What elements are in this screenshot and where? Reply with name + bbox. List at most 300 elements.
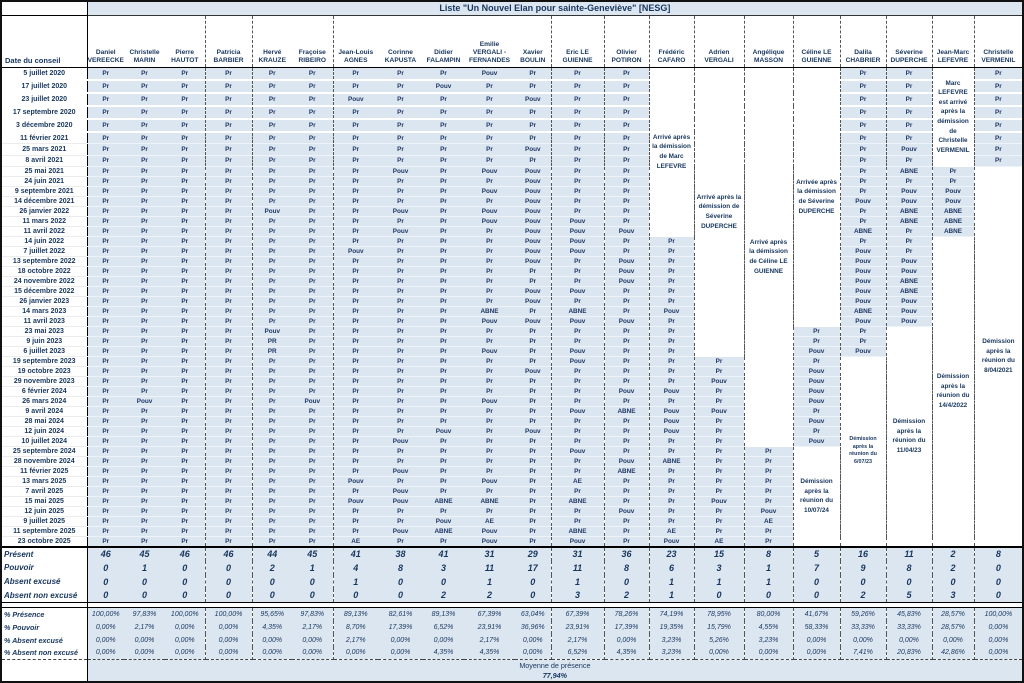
attendance-cell[interactable]: Pr	[205, 447, 252, 457]
summary-count-cell[interactable]: 3	[694, 561, 744, 575]
attendance-cell[interactable]: Pouv	[515, 93, 551, 106]
summary-percent-cell[interactable]: 82,61%	[378, 608, 423, 621]
attendance-cell[interactable]: Pr	[974, 155, 1022, 167]
attendance-cell[interactable]: Pr	[165, 167, 205, 177]
summary-count-cell[interactable]: 45	[124, 547, 165, 561]
attendance-cell[interactable]: Pouv	[378, 467, 423, 477]
date-cell[interactable]: 23 mai 2023	[2, 327, 87, 337]
attendance-cell[interactable]: Pr	[423, 347, 464, 357]
attendance-cell[interactable]: Pr	[292, 467, 333, 477]
attendance-cell[interactable]: Pr	[333, 367, 378, 377]
attendance-cell[interactable]: Pr	[515, 397, 551, 407]
date-column-header[interactable]: Date du conseil	[2, 15, 87, 67]
attendance-cell[interactable]: ABNE	[464, 307, 515, 317]
attendance-cell[interactable]: Pr	[87, 287, 124, 297]
summary-count-cell[interactable]: 7	[793, 561, 840, 575]
attendance-cell[interactable]: Pr	[464, 387, 515, 397]
attendance-cell[interactable]: Pouv	[694, 497, 744, 507]
attendance-cell[interactable]: Pr	[205, 477, 252, 487]
attendance-cell[interactable]: Pouv	[793, 347, 840, 357]
attendance-cell[interactable]: Pouv	[292, 397, 333, 407]
attendance-cell[interactable]: Pr	[793, 427, 840, 437]
attendance-cell[interactable]: Pr	[423, 307, 464, 317]
attendance-cell[interactable]: Pr	[604, 247, 649, 257]
attendance-cell[interactable]: Pr	[974, 80, 1022, 93]
summary-percent-cell[interactable]: 2,17%	[124, 621, 165, 634]
attendance-cell[interactable]: Pouv	[464, 67, 515, 80]
attendance-cell[interactable]: Pr	[649, 437, 694, 447]
attendance-cell[interactable]: Pr	[252, 357, 292, 367]
attendance-cell[interactable]: Pr	[378, 297, 423, 307]
attendance-cell[interactable]: Pr	[333, 407, 378, 417]
attendance-cell[interactable]: Pr	[515, 67, 551, 80]
date-cell[interactable]: 12 juin 2024	[2, 427, 87, 437]
attendance-cell[interactable]: Pr	[464, 507, 515, 517]
attendance-cell[interactable]: Pr	[87, 277, 124, 287]
attendance-cell[interactable]: Pr	[165, 417, 205, 427]
attendance-cell[interactable]: Pr	[840, 67, 886, 80]
attendance-cell[interactable]: Pr	[124, 377, 165, 387]
summary-percent-cell[interactable]: 2,17%	[551, 634, 604, 647]
attendance-cell[interactable]: Pr	[886, 93, 932, 106]
attendance-cell[interactable]: Pr	[205, 487, 252, 497]
attendance-cell[interactable]: Pr	[515, 277, 551, 287]
attendance-cell[interactable]: Pouv	[604, 387, 649, 397]
summary-count-cell[interactable]: 2	[840, 589, 886, 603]
attendance-cell[interactable]: Pr	[551, 187, 604, 197]
attendance-cell[interactable]: Pr	[205, 317, 252, 327]
attendance-cell[interactable]: Pr	[886, 177, 932, 187]
attendance-cell[interactable]: Pr	[649, 367, 694, 377]
attendance-cell[interactable]: Pr	[252, 297, 292, 307]
attendance-cell[interactable]: Pr	[551, 517, 604, 527]
attendance-cell[interactable]: Pr	[423, 257, 464, 267]
attendance-cell[interactable]: Pr	[252, 527, 292, 537]
attendance-cell[interactable]: Pouv	[604, 277, 649, 287]
summary-percent-cell[interactable]: 0,00%	[932, 634, 974, 647]
attendance-cell[interactable]: Pr	[604, 347, 649, 357]
attendance-cell[interactable]: Pr	[205, 207, 252, 217]
attendance-cell[interactable]: Pr	[252, 106, 292, 119]
summary-count-cell[interactable]: 0	[165, 589, 205, 603]
summary-percent-cell[interactable]: 89,13%	[333, 608, 378, 621]
attendance-cell[interactable]: AE	[464, 517, 515, 527]
attendance-cell[interactable]: Pr	[124, 177, 165, 187]
attendance-cell[interactable]: Pr	[165, 155, 205, 167]
date-cell[interactable]: 25 mars 2021	[2, 144, 87, 156]
attendance-cell[interactable]: Pr	[252, 119, 292, 132]
summary-label[interactable]: % Absent excusé	[2, 634, 87, 647]
attendance-cell[interactable]: Pr	[124, 447, 165, 457]
attendance-cell[interactable]: Pr	[124, 537, 165, 547]
attendance-cell[interactable]: Pr	[87, 144, 124, 156]
attendance-cell[interactable]: Pr	[694, 397, 744, 407]
attendance-cell[interactable]: Pr	[333, 337, 378, 347]
summary-percent-cell[interactable]: 0,00%	[252, 634, 292, 647]
attendance-cell[interactable]: Pr	[423, 367, 464, 377]
attendance-cell[interactable]: Pr	[292, 197, 333, 207]
attendance-cell[interactable]: Pr	[205, 397, 252, 407]
member-header-fr-d-ric-cafaro[interactable]	[649, 15, 694, 67]
attendance-cell[interactable]: Pr	[87, 267, 124, 277]
attendance-cell[interactable]: Pr	[423, 447, 464, 457]
attendance-cell[interactable]: Pr	[124, 417, 165, 427]
attendance-cell[interactable]: Pr	[551, 417, 604, 427]
attendance-cell[interactable]: Pr	[292, 487, 333, 497]
summary-percent-cell[interactable]: 89,13%	[423, 608, 464, 621]
attendance-cell[interactable]: Pr	[205, 106, 252, 119]
attendance-cell[interactable]: Pouv	[515, 257, 551, 267]
summary-percent-cell[interactable]: 6,52%	[423, 621, 464, 634]
attendance-cell[interactable]: Pr	[551, 467, 604, 477]
attendance-cell[interactable]: Pr	[840, 144, 886, 156]
attendance-cell[interactable]: Pr	[604, 187, 649, 197]
attendance-cell[interactable]: Pr	[165, 257, 205, 267]
attendance-cell[interactable]: Pr	[378, 177, 423, 187]
summary-label[interactable]: % Présence	[2, 608, 87, 621]
attendance-cell[interactable]: Pr	[515, 106, 551, 119]
summary-percent-cell[interactable]: 3,23%	[649, 647, 694, 660]
summary-percent-cell[interactable]: 17,39%	[604, 621, 649, 634]
attendance-cell[interactable]: Pouv	[464, 397, 515, 407]
summary-count-cell[interactable]: 23	[649, 547, 694, 561]
attendance-cell[interactable]: Pr	[252, 277, 292, 287]
date-cell[interactable]: 11 février 2025	[2, 467, 87, 477]
attendance-cell[interactable]: Pr	[464, 277, 515, 287]
attendance-cell[interactable]: Pr	[165, 397, 205, 407]
attendance-cell[interactable]: Pr	[464, 427, 515, 437]
attendance-cell[interactable]: Pouv	[793, 397, 840, 407]
attendance-cell[interactable]: Pr	[87, 327, 124, 337]
attendance-cell[interactable]: Pr	[124, 287, 165, 297]
attendance-cell[interactable]: Pr	[165, 497, 205, 507]
attendance-cell[interactable]: Pr	[423, 119, 464, 132]
attendance-cell[interactable]: Pr	[87, 247, 124, 257]
summary-count-cell[interactable]: 11	[886, 547, 932, 561]
summary-count-cell[interactable]: 46	[205, 547, 252, 561]
attendance-cell[interactable]: Pouv	[649, 427, 694, 437]
summary-percent-cell[interactable]: 100,00%	[205, 608, 252, 621]
attendance-cell[interactable]: Pr	[124, 327, 165, 337]
attendance-cell[interactable]: Pr	[551, 457, 604, 467]
attendance-cell[interactable]: Pr	[840, 187, 886, 197]
attendance-cell[interactable]: Pouv	[378, 227, 423, 237]
summary-count-cell[interactable]: 0	[333, 589, 378, 603]
summary-count-cell[interactable]: 4	[333, 561, 378, 575]
attendance-cell[interactable]: Pr	[378, 417, 423, 427]
attendance-cell[interactable]: Pr	[87, 297, 124, 307]
member-header-didier-falampin[interactable]	[423, 15, 464, 67]
attendance-cell[interactable]: Pr	[744, 487, 793, 497]
summary-percent-cell[interactable]: 80,00%	[744, 608, 793, 621]
attendance-cell[interactable]: Pr	[165, 287, 205, 297]
attendance-cell[interactable]: AE	[333, 537, 378, 547]
attendance-cell[interactable]: Pouv	[649, 407, 694, 417]
attendance-cell[interactable]: Pr	[840, 327, 886, 337]
attendance-cell[interactable]: Pr	[840, 167, 886, 177]
attendance-cell[interactable]: Pr	[205, 407, 252, 417]
attendance-cell[interactable]: Pr	[886, 237, 932, 247]
date-cell[interactable]: 11 février 2021	[2, 132, 87, 144]
attendance-cell[interactable]: Pr	[604, 307, 649, 317]
attendance-cell[interactable]: Pouv	[551, 227, 604, 237]
attendance-cell[interactable]: Pouv	[551, 357, 604, 367]
date-cell[interactable]: 3 décembre 2020	[2, 119, 87, 132]
attendance-cell[interactable]: Pr	[604, 287, 649, 297]
attendance-cell[interactable]: Pr	[205, 67, 252, 80]
date-cell[interactable]: 11 septembre 2025	[2, 527, 87, 537]
summary-count-cell[interactable]: 29	[515, 547, 551, 561]
attendance-cell[interactable]: Pr	[205, 307, 252, 317]
summary-count-cell[interactable]: 0	[205, 561, 252, 575]
attendance-cell[interactable]: Pr	[333, 132, 378, 144]
attendance-cell[interactable]: Pr	[515, 377, 551, 387]
attendance-cell[interactable]: Pr	[292, 144, 333, 156]
attendance-cell[interactable]: Pouv	[793, 417, 840, 427]
attendance-cell[interactable]: ABNE	[551, 527, 604, 537]
attendance-cell[interactable]: Pr	[378, 237, 423, 247]
attendance-cell[interactable]: Pr	[649, 487, 694, 497]
attendance-cell[interactable]: Pr	[840, 207, 886, 217]
attendance-cell[interactable]: Pr	[333, 155, 378, 167]
attendance-cell[interactable]: Pr	[87, 457, 124, 467]
attendance-cell[interactable]: Pr	[423, 357, 464, 367]
summary-count-cell[interactable]: 41	[423, 547, 464, 561]
attendance-cell[interactable]: Pouv	[649, 307, 694, 317]
attendance-cell[interactable]: Pr	[886, 80, 932, 93]
attendance-cell[interactable]: Pr	[840, 337, 886, 347]
attendance-cell[interactable]: Pr	[165, 80, 205, 93]
attendance-cell[interactable]: Pr	[252, 167, 292, 177]
note-cell-christelle-vermenil[interactable]: Démission après la réunion du 8/04/2021	[974, 167, 1022, 547]
attendance-cell[interactable]: Pr	[551, 327, 604, 337]
attendance-cell[interactable]: Pr	[333, 307, 378, 317]
attendance-cell[interactable]: Pouv	[515, 297, 551, 307]
attendance-cell[interactable]: Pr	[87, 177, 124, 187]
note-cell-jean-marc-lefevre[interactable]: Démission après la réunion du 14/4/2022	[932, 237, 974, 547]
attendance-cell[interactable]: Pouv	[604, 267, 649, 277]
attendance-cell[interactable]: Pr	[378, 144, 423, 156]
attendance-cell[interactable]: Pr	[423, 327, 464, 337]
attendance-cell[interactable]: Pr	[205, 155, 252, 167]
attendance-cell[interactable]: Pr	[87, 427, 124, 437]
attendance-cell[interactable]: Pr	[551, 257, 604, 267]
summary-percent-cell[interactable]: 7,41%	[840, 647, 886, 660]
attendance-cell[interactable]: Pr	[551, 367, 604, 377]
attendance-cell[interactable]: Pouv	[252, 207, 292, 217]
summary-label[interactable]: Absent non excusé	[2, 589, 87, 603]
attendance-cell[interactable]: Pr	[87, 167, 124, 177]
attendance-cell[interactable]: Pr	[886, 132, 932, 144]
date-cell[interactable]: 13 septembre 2022	[2, 257, 87, 267]
attendance-cell[interactable]: Pr	[205, 257, 252, 267]
attendance-cell[interactable]: Pr	[604, 447, 649, 457]
summary-percent-cell[interactable]: 3,23%	[744, 634, 793, 647]
attendance-cell[interactable]: Pr	[378, 197, 423, 207]
attendance-cell[interactable]: Pr	[604, 144, 649, 156]
attendance-cell[interactable]: Pouv	[649, 537, 694, 547]
attendance-cell[interactable]: Pr	[165, 177, 205, 187]
attendance-cell[interactable]: Pr	[694, 357, 744, 367]
attendance-cell[interactable]: Pr	[333, 487, 378, 497]
attendance-cell[interactable]: Pr	[464, 119, 515, 132]
summary-count-cell[interactable]: 0	[515, 589, 551, 603]
attendance-cell[interactable]: Pouv	[551, 287, 604, 297]
attendance-cell[interactable]: Pr	[124, 427, 165, 437]
attendance-cell[interactable]: Pr	[551, 132, 604, 144]
attendance-cell[interactable]: Pr	[205, 497, 252, 507]
attendance-cell[interactable]: Pr	[292, 447, 333, 457]
summary-count-cell[interactable]: 2	[604, 589, 649, 603]
member-header-christelle-vermenil[interactable]	[974, 15, 1022, 67]
attendance-cell[interactable]: Pr	[378, 357, 423, 367]
attendance-cell[interactable]: Pouv	[378, 497, 423, 507]
attendance-cell[interactable]: Pr	[464, 197, 515, 207]
attendance-cell[interactable]: Pr	[333, 317, 378, 327]
summary-count-cell[interactable]: 2	[252, 561, 292, 575]
summary-count-cell[interactable]: 38	[378, 547, 423, 561]
summary-percent-cell[interactable]: 0,00%	[744, 647, 793, 660]
attendance-cell[interactable]: Pouv	[840, 317, 886, 327]
attendance-cell[interactable]: Pr	[840, 237, 886, 247]
attendance-cell[interactable]: Pr	[292, 217, 333, 227]
attendance-cell[interactable]: Pr	[333, 80, 378, 93]
attendance-cell[interactable]: ABNE	[423, 527, 464, 537]
note-cell-dalila-chabrier[interactable]: Démission après la réunion du 6/07/23	[840, 357, 886, 547]
attendance-cell[interactable]: Pr	[423, 197, 464, 207]
attendance-cell[interactable]: Pr	[744, 497, 793, 507]
attendance-cell[interactable]: Pr	[551, 377, 604, 387]
attendance-cell[interactable]: Pouv	[649, 387, 694, 397]
attendance-cell[interactable]: Pr	[464, 407, 515, 417]
attendance-cell[interactable]: Pouv	[551, 217, 604, 227]
attendance-cell[interactable]: Pr	[515, 417, 551, 427]
attendance-cell[interactable]: Pr	[423, 287, 464, 297]
attendance-cell[interactable]: Pr	[551, 297, 604, 307]
attendance-cell[interactable]: Pr	[205, 527, 252, 537]
attendance-cell[interactable]: ABNE	[932, 227, 974, 237]
attendance-cell[interactable]: Pouv	[515, 247, 551, 257]
attendance-cell[interactable]: Pr	[124, 317, 165, 327]
attendance-cell[interactable]: Pr	[252, 287, 292, 297]
date-cell[interactable]: 7 avril 2025	[2, 487, 87, 497]
attendance-cell[interactable]: Pr	[87, 227, 124, 237]
member-header-jean-marc-lefevre[interactable]	[932, 15, 974, 67]
attendance-cell[interactable]: Pr	[974, 132, 1022, 144]
attendance-cell[interactable]: Pr	[333, 397, 378, 407]
summary-count-cell[interactable]: 2	[464, 589, 515, 603]
attendance-cell[interactable]: Pr	[124, 507, 165, 517]
attendance-cell[interactable]: Pouv	[333, 497, 378, 507]
attendance-cell[interactable]: Pr	[464, 327, 515, 337]
attendance-cell[interactable]: Pr	[423, 317, 464, 327]
attendance-cell[interactable]: Pr	[252, 507, 292, 517]
attendance-cell[interactable]: Pr	[205, 80, 252, 93]
summary-count-cell[interactable]: 0	[292, 589, 333, 603]
date-cell[interactable]: 14 décembre 2021	[2, 197, 87, 207]
summary-count-cell[interactable]: 0	[87, 561, 124, 575]
summary-percent-cell[interactable]: 2,17%	[292, 621, 333, 634]
attendance-cell[interactable]: Pr	[464, 155, 515, 167]
attendance-cell[interactable]: Pr	[694, 507, 744, 517]
attendance-cell[interactable]: Pr	[515, 327, 551, 337]
attendance-cell[interactable]: AE	[649, 527, 694, 537]
attendance-cell[interactable]: Pr	[604, 527, 649, 537]
attendance-cell[interactable]: ABNE	[551, 497, 604, 507]
attendance-cell[interactable]: Pr	[604, 537, 649, 547]
summary-count-cell[interactable]: 0	[744, 589, 793, 603]
summary-percent-cell[interactable]: 0,00%	[87, 647, 124, 660]
attendance-cell[interactable]: Pouv	[694, 377, 744, 387]
summary-count-cell[interactable]: 0	[793, 575, 840, 589]
attendance-cell[interactable]: Pr	[649, 237, 694, 247]
attendance-cell[interactable]: Pr	[165, 527, 205, 537]
attendance-cell[interactable]: Pr	[333, 144, 378, 156]
member-header-jean-louis-agnes[interactable]	[333, 15, 378, 67]
attendance-cell[interactable]: ABNE	[886, 287, 932, 297]
summary-percent-cell[interactable]: 41,67%	[793, 608, 840, 621]
attendance-cell[interactable]: Pr	[604, 337, 649, 347]
attendance-cell[interactable]: Pr	[694, 517, 744, 527]
note-cell-c-line-le-guienne[interactable]: Arrivée après la démission de Séverine DUPERCHE	[793, 67, 840, 327]
attendance-cell[interactable]: Pr	[649, 257, 694, 267]
attendance-cell[interactable]: Pr	[205, 237, 252, 247]
attendance-cell[interactable]: Pr	[205, 144, 252, 156]
member-header-daniel-vereecke[interactable]	[87, 15, 124, 67]
date-cell[interactable]: 11 mars 2022	[2, 217, 87, 227]
summary-percent-cell[interactable]: 23,91%	[464, 621, 515, 634]
attendance-cell[interactable]: Pr	[292, 167, 333, 177]
summary-count-cell[interactable]: 0	[423, 575, 464, 589]
attendance-cell[interactable]: Pouv	[378, 527, 423, 537]
attendance-cell[interactable]: Pr	[165, 327, 205, 337]
attendance-cell[interactable]: Pr	[205, 119, 252, 132]
attendance-cell[interactable]: Pouv	[649, 417, 694, 427]
attendance-cell[interactable]: Pr	[165, 187, 205, 197]
attendance-cell[interactable]: Pr	[515, 132, 551, 144]
attendance-cell[interactable]: Pr	[649, 357, 694, 367]
member-header-xavier-boulin[interactable]	[515, 15, 551, 67]
attendance-cell[interactable]: Pouv	[886, 317, 932, 327]
attendance-cell[interactable]: Pr	[515, 119, 551, 132]
attendance-cell[interactable]: AE	[694, 537, 744, 547]
attendance-cell[interactable]: Pr	[124, 132, 165, 144]
attendance-cell[interactable]: Pr	[840, 155, 886, 167]
attendance-cell[interactable]: Pouv	[515, 367, 551, 377]
summary-count-cell[interactable]: 11	[464, 561, 515, 575]
summary-percent-cell[interactable]: 95,65%	[252, 608, 292, 621]
summary-percent-cell[interactable]: 100,00%	[87, 608, 124, 621]
attendance-cell[interactable]: Pr	[292, 93, 333, 106]
attendance-cell[interactable]: Pouv	[464, 317, 515, 327]
attendance-cell[interactable]: Pr	[378, 377, 423, 387]
attendance-cell[interactable]: Pr	[165, 132, 205, 144]
attendance-cell[interactable]: Pr	[124, 497, 165, 507]
attendance-cell[interactable]: Pr	[744, 477, 793, 487]
attendance-cell[interactable]: Pr	[464, 437, 515, 447]
attendance-cell[interactable]: Pr	[252, 227, 292, 237]
attendance-cell[interactable]: Pr	[515, 337, 551, 347]
attendance-cell[interactable]: Pr	[333, 387, 378, 397]
attendance-cell[interactable]: Pr	[252, 317, 292, 327]
attendance-cell[interactable]: Pr	[886, 227, 932, 237]
attendance-cell[interactable]: Pr	[87, 417, 124, 427]
attendance-cell[interactable]: Pr	[292, 377, 333, 387]
attendance-cell[interactable]: Pr	[165, 377, 205, 387]
attendance-cell[interactable]: Pr	[378, 407, 423, 417]
attendance-cell[interactable]: Pr	[551, 397, 604, 407]
attendance-cell[interactable]: Pr	[649, 517, 694, 527]
